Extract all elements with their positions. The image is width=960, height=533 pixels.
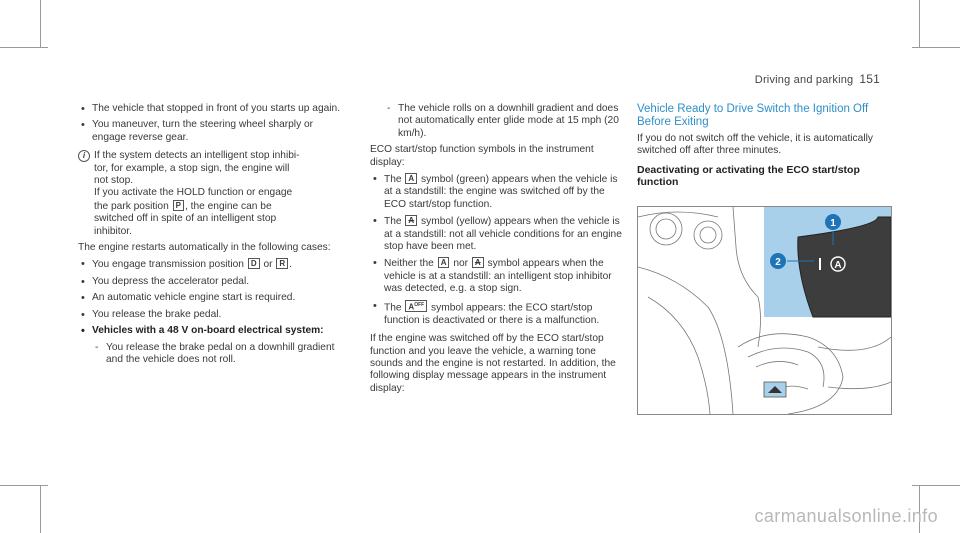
list-item: • You engage transmission position D or R . [78,258,348,271]
info-note [78,150,348,238]
page-number: 151 [859,72,880,86]
restart-intro: The engine restarts automatically in the following cases: [78,242,331,254]
list-item: • The A symbol (green) appears when the vehicle is at a standstill: the engine was switched off by the ECO start/stop function. [370,173,624,211]
sub-item: - The vehicle rolls on a downhill gradient and does not automatically enter glide mode at 15 mph (20 km/h). [384,103,624,140]
crop-mark [40,485,41,533]
center-console-illustration [637,206,892,415]
callout-2: 2 [775,257,781,268]
note-line: If you activate the HOLD function or engage [94,187,293,199]
section-title: Driving and parking [754,74,854,86]
eco-off-icon: $A^{OFF}$ [405,300,427,313]
middle-column [370,103,624,399]
crop-mark [912,47,960,48]
watermark: carmanualsonline.info [754,506,938,526]
list-item: • The $A^{OFF}$ symbol appears: the ECO start/stop function is deactivated or there is a malfunction. [370,300,624,327]
sub-item: - You release the brake pedal on a downhill gradient and the vehicle does not roll. [92,342,348,367]
note-line: If the system detects an intelligent stop inhibi- [94,150,300,162]
eco-start-stop-icon: A [405,173,417,184]
symbols-intro: ECO start/stop function symbols in the instrument display: [370,144,594,168]
list-item: • You release the brake pedal. [78,309,348,321]
page-header [755,72,880,86]
gear-r-icon: R [276,258,288,269]
list-item: • Vehicles with a 48 V on-board electrical system: [78,325,348,337]
subsection-heading: Deactivating or activating the ECO start/stop function [637,163,860,189]
eco-start-stop-slashed-icon: A [405,215,417,226]
eco-start-stop-icon: A [438,257,450,268]
crop-mark [919,0,920,48]
crop-mark [912,485,960,486]
right-column [637,103,891,193]
list-item: • The A symbol (yellow) appears when the vehicle is at a standstill: not all vehicle conditions for an engine stop have been met. [370,215,624,253]
crop-mark [40,0,41,48]
left-column [78,103,348,370]
gear-p-icon: P [173,200,184,211]
info-icon: i [78,150,90,162]
closing-paragraph: If the engine was switched off by the ECO start/stop function and you leave the vehicle, a warning tone sounds and the engine is not restarted. In addition, the following display message appears in the instrument display: [370,333,616,394]
callout-1: 1 [830,218,836,229]
list-item: • Neither the A nor A symbol appears when the vehicle is at a standstill: an intelligent stop inhibitor was detected, e.g. a stop sign. [370,257,624,295]
list-item: • You maneuver, turn the steering wheel sharply or engage reverse gear. [78,119,348,144]
section-heading: Vehicle Ready to Drive Switch the Ignition Off Before Exiting [637,103,869,128]
crop-mark [0,47,48,48]
note-line: inhibitor. [94,225,132,237]
list-item: • You depress the accelerator pedal. [78,276,348,288]
console-drawing [638,207,891,414]
gear-d-icon: D [248,258,260,269]
section-body: If you do not switch off the vehicle, it is automatically switched off after three minutes. [637,133,873,157]
eco-button-symbol: A [834,260,842,271]
eco-start-stop-slashed-icon: A [472,257,484,268]
note-line: tor, for example, a stop sign, the engine will [94,162,290,174]
note-line: not stop. [94,175,134,187]
crop-mark [0,485,48,486]
list-item: • An automatic vehicle engine start is required. [78,292,348,304]
list-item: • The vehicle that stopped in front of you starts up again. [78,103,348,115]
note-line: switched off in spite of an intelligent stop [94,213,277,225]
note-line: the park position P , the engine can be [94,200,272,212]
